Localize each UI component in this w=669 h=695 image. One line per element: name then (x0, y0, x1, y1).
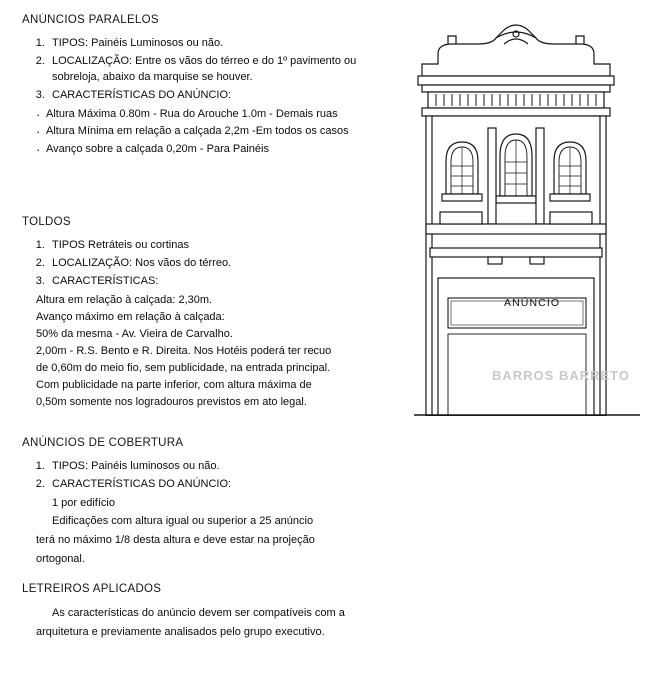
section-body (22, 292, 392, 411)
section-title: ANÚNCIOS DE COBERTURA (22, 437, 184, 450)
list-item: 3. CARACTERÍSTICAS: (48, 274, 392, 290)
numbered-list (22, 459, 392, 493)
spacer (22, 158, 392, 216)
body-line: terá no máximo 1/8 desta altura e deve estar na projeção (36, 533, 315, 546)
list-item: 1. TIPOS: Painéis luminosos ou não. (48, 459, 392, 475)
body-line: ortogonal. (36, 552, 85, 565)
section-body (22, 605, 392, 641)
spacer (22, 569, 392, 583)
section-body-continued (22, 513, 392, 568)
dash-list (22, 106, 392, 158)
list-item: 2. CARACTERÍSTICAS DO ANÚNCIO: (48, 477, 392, 493)
list-item: 3. CARACTERÍSTICAS DO ANÚNCIO: (48, 88, 392, 104)
spacer (22, 411, 392, 437)
body-line: de 0,60m do meio fio, sem publicidade, na entrada principal. (36, 362, 331, 375)
body-line: arquitetura e previamente analisados pelo grupo executivo. (36, 625, 325, 638)
body-line: 2,00m - R.S. Bento e R. Direita. Nos Hotéis poderá ter recuo (36, 345, 332, 358)
numbered-list (22, 36, 392, 104)
section-anuncios-paralelos (22, 14, 392, 157)
list-item: · Avanço sobre a calçada 0,20m - Para Painéis (36, 141, 392, 158)
list-item: 1. TIPOS: Painéis Luminosos ou não. (48, 36, 392, 52)
body-line: As características do anúncio devem ser compatíveis com a (52, 607, 345, 620)
list-item: · Altura Máxima 0.80m - Rua do Arouche 1.0m - Demais ruas (36, 106, 392, 123)
building-facade-figure (404, 16, 649, 416)
list-item: 2. LOCALIZAÇÃO: Entre os vãos do térreo e do 1º pavimento ou sobreloja, abaixo da marquise se houver. (48, 54, 392, 86)
numbered-list (22, 238, 392, 290)
body-line: 1 por edifício (52, 497, 115, 510)
section-letreiros-aplicados (22, 583, 392, 641)
list-item: 1. TIPOS Retráteis ou cortinas (48, 238, 392, 254)
body-line: Altura em relação à calçada: 2,30m. (36, 294, 213, 307)
figure-watermark: BARROS BARRETO (492, 368, 630, 383)
body-line: Edificações com altura igual ou superior a 25 anúncio (52, 515, 314, 528)
figure-sign-label: ANÚNCIO (504, 297, 561, 309)
section-title: LETREIROS APLICADOS (22, 583, 162, 596)
document-text-column (22, 14, 392, 642)
section-title: ANÚNCIOS PARALELOS (22, 14, 159, 26)
body-line: 0,50m somente nos logradouros previstos em ato legal. (36, 396, 307, 409)
section-toldos (22, 216, 392, 411)
list-item: 2. LOCALIZAÇÃO: Nos vãos do térreo. (48, 256, 392, 272)
list-item: · Altura Mínima em relação a calçada 2,2m -Em todos os casos (36, 123, 392, 140)
body-line: 50% da mesma - Av. Vieira de Carvalho. (36, 328, 233, 341)
section-body (22, 495, 392, 512)
body-line: Com publicidade na parte inferior, com altura máxima de (36, 379, 312, 392)
section-title: TOLDOS (22, 216, 71, 229)
body-line: Avanço máximo em relação à calçada: (36, 311, 225, 324)
section-anuncios-de-cobertura (22, 437, 392, 568)
